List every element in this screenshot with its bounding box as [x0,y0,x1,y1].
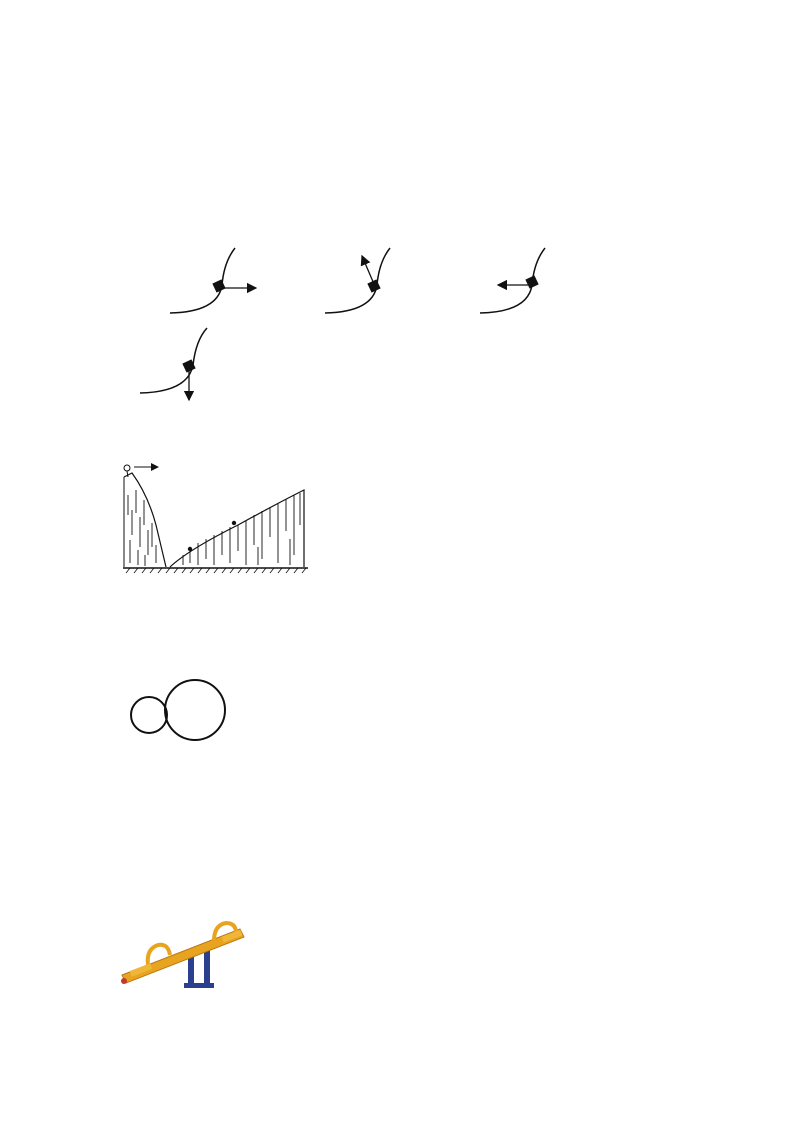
question-1-figures [110,240,700,410]
option-b-figure [325,248,390,313]
question-5-seesaw-image [118,915,248,995]
question-3-figure [125,665,235,750]
option-d-figure [140,328,207,400]
option-a-figure [170,248,256,313]
option-c-figure [480,248,545,313]
question-2-figure [118,455,313,575]
